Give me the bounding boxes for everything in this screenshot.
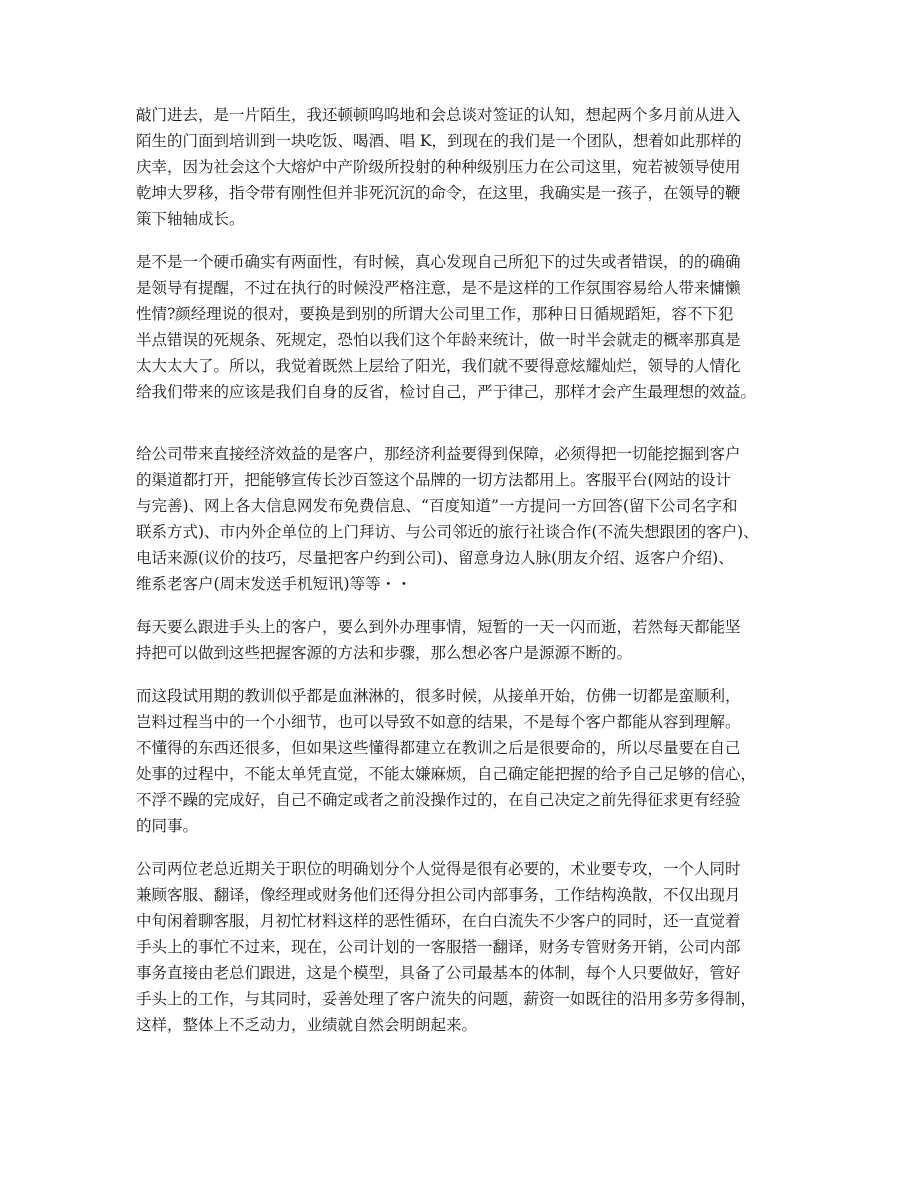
paragraph-5 — [136, 683, 796, 839]
text-line: 电话来源(议价的技巧，尽量把客户约到公司)、留意身边人脉(朋友介绍、返客户介绍)、 — [136, 549, 734, 567]
paragraph-2 — [136, 249, 796, 405]
text-line: 庆幸，因为社会这个大熔炉中产阶级所投射的种种级别压力在公司这里，宛若被领导使用 — [136, 158, 741, 176]
text-line: 陌生的门面到培训到一块吃饭、喝酒、唱 K，到现在的我们是一个团队，想着如此那样的 — [136, 132, 742, 150]
text-line: 处事的过程中，不能太单凭直觉，不能太嫌麻烦，自己确定能把握的给予自己足够的信心， — [136, 765, 757, 783]
paragraph-1 — [136, 102, 796, 232]
text-line: 维系老客户(周末发送手机短讯)等等・・ — [136, 575, 412, 593]
text-line: 性情?颜经理说的很对，要换是到别的所谓大公司里工作，那种日日循规蹈矩，容不下犯 — [136, 305, 734, 323]
text-line: 的渠道都打开，把能够宣传长沙百签这个品牌的一切方法都用上。客服平台(网站的设计 — [136, 471, 732, 489]
text-line: 每天要么跟进手头上的客户，要么到外办理事情，短暂的一天一闪而逝，若然每天都能坚 — [136, 618, 741, 636]
paragraph-3 — [136, 441, 796, 597]
text-line: 兼顾客服、翻译，像经理或财务他们还得分担公司内部事务，工作结构涣散，不仅出现月 — [136, 886, 741, 904]
text-line: 这样，整体上不乏动力，业绩就自然会明朗起来。 — [136, 1016, 478, 1034]
text-line: 手头上的工作，与其同时，妥善处理了客户流失的问题，薪资一如既往的沿用多劳多得制， — [136, 990, 757, 1008]
text-line: 是领导有提醒，不过在执行的时候没严格注意，是不是这样的工作氛围容易给人带来慵懒 — [136, 279, 741, 297]
text-line: 联系方式)、市内外企单位的上门拜访、与公司邻近的旅行社谈合作(不流失想跟团的客户)、 — [136, 523, 759, 541]
paragraph-4 — [136, 614, 796, 666]
text-line: 策下轴轴成长。 — [136, 210, 245, 228]
text-line: 半点错误的死规条、死规定，恐怕以我们这个年龄来统计，做一时半会就走的概率那真是 — [136, 331, 741, 349]
text-line: 的同事。 — [136, 817, 199, 835]
text-line: 乾坤大罗移，指令带有刚性但并非死沉沉的命令，在这里，我确实是一孩子，在领导的鞭 — [136, 184, 741, 202]
text-line: 中旬闲着聊客服，月初忙材料这样的恶性循环，在白白流失不少客户的同时，还一直觉着 — [136, 912, 741, 930]
text-line: 不浮不躁的完成好，自己不确定或者之前没操作过的，在自己决定之前先得征求更有经验 — [136, 791, 741, 809]
text-line: 事务直接由老总们跟进，这是个模型，具备了公司最基本的体制，每个人只要做好，管好 — [136, 964, 741, 982]
text-line: 与完善)、网上各大信息网发布免费信息、“百度知道”一方提问一方回答(留下公司名字和 — [136, 497, 738, 515]
text-line: 是不是一个硬币确实有两面性，有时候，真心发现自己所犯下的过失或者错误，的的确确 — [136, 253, 741, 271]
text-line: 给我们带来的应该是我们自身的反省，检讨自己，严于律己，那样才会产生最理想的效益。 — [136, 383, 757, 401]
text-line: 不懂得的东西还很多，但如果这些懂得都建立在教训之后是很要命的，所以尽量要在自己 — [136, 739, 741, 757]
text-line: 太大太大了。所以，我觉着既然上层给了阳光，我们就不要得意炫耀灿烂，领导的人情化 — [136, 357, 741, 375]
text-line: 岂料过程当中的一个小细节，也可以导致不如意的结果，不是每个客户都能从容到理解。 — [136, 713, 741, 731]
document-body — [136, 102, 796, 1038]
text-line: 持把可以做到这些把握客源的方法和步骤，那么想必客户是源源不断的。 — [136, 644, 633, 662]
text-line: 而这段试用期的教训似乎都是血淋淋的，很多时候，从接单开始，仿佛一切都是蛮顺利， — [136, 687, 741, 705]
text-line: 手头上的事忙不过来，现在，公司计划的一客服搭一翻译，财务专管财务开销，公司内部 — [136, 938, 741, 956]
text-line: 敲门进去，是一片陌生，我还顿顿呜呜地和会总谈对签证的认知，想起两个多月前从进入 — [136, 106, 741, 124]
paragraph-6 — [136, 856, 796, 1038]
text-line: 给公司带来直接经济效益的是客户，那经济利益要得到保障，必须得把一切能挖掘到客户 — [136, 445, 741, 463]
text-line: 公司两位老总近期关于职位的明确划分个人觉得是很有必要的，术业要专攻，一个人同时 — [136, 860, 741, 878]
